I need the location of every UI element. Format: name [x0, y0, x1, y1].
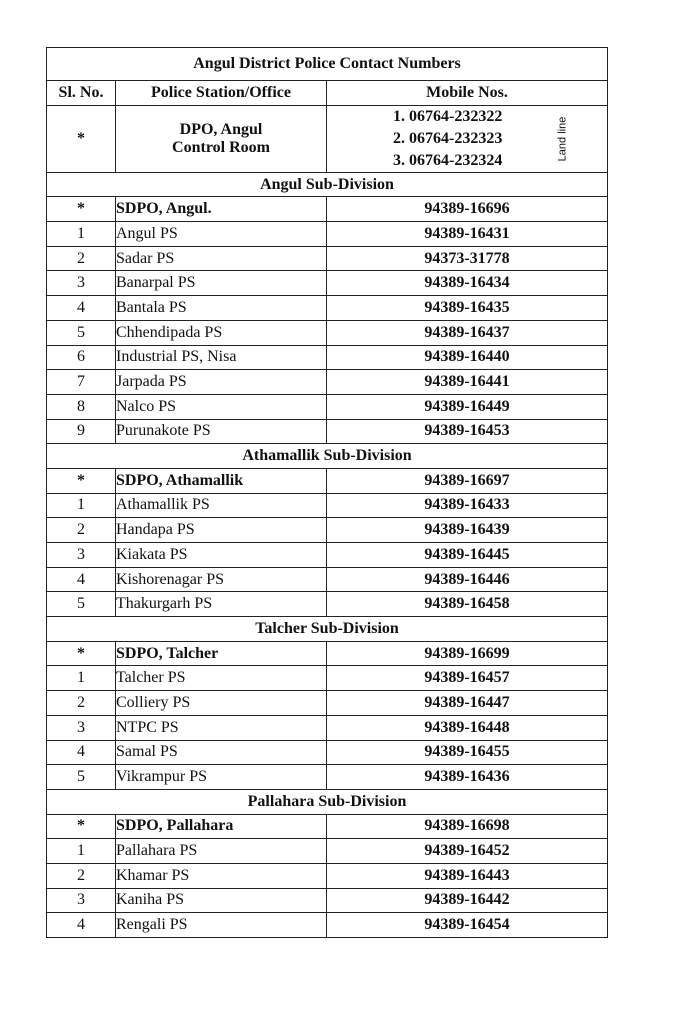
- row-mobile: 94389-16439: [327, 518, 608, 543]
- row-station: SDPO, Angul.: [116, 197, 327, 222]
- row-station: Kiakata PS: [116, 543, 327, 568]
- row-mobile: 94389-16431: [327, 222, 608, 247]
- row-mobile: 94389-16448: [327, 715, 608, 740]
- row-mobile: 94389-16457: [327, 666, 608, 691]
- row-station: SDPO, Talcher: [116, 641, 327, 666]
- row-sl: 3: [47, 543, 116, 568]
- row-station: Handapa PS: [116, 518, 327, 543]
- station-row: [47, 765, 608, 790]
- row-mobile: 94389-16452: [327, 839, 608, 864]
- station-row: [47, 839, 608, 864]
- row-mobile: 94389-16454: [327, 913, 608, 938]
- row-sl: *: [47, 814, 116, 839]
- station-row: [47, 271, 608, 296]
- row-sl: 7: [47, 370, 116, 395]
- row-sl: 6: [47, 345, 116, 370]
- subdivision-name: Athamallik Sub-Division: [47, 444, 608, 469]
- station-row: [47, 370, 608, 395]
- station-row: [47, 567, 608, 592]
- row-station: Thakurgarh PS: [116, 592, 327, 617]
- row-station: Kaniha PS: [116, 888, 327, 913]
- station-row: [47, 493, 608, 518]
- station-row: [47, 394, 608, 419]
- contacts-table: [46, 47, 608, 938]
- row-station: Kishorenagar PS: [116, 567, 327, 592]
- station-row: [47, 419, 608, 444]
- row-sl: *: [47, 641, 116, 666]
- header-station: Police Station/Office: [116, 81, 327, 106]
- row-sl: 1: [47, 493, 116, 518]
- subdivision-name: Pallahara Sub-Division: [47, 789, 608, 814]
- row-station: Vikrampur PS: [116, 765, 327, 790]
- row-mobile: 94389-16433: [327, 493, 608, 518]
- row-station: Bantala PS: [116, 296, 327, 321]
- row-mobile: 94389-16453: [327, 419, 608, 444]
- row-sl: 1: [47, 666, 116, 691]
- row-sl: 4: [47, 296, 116, 321]
- dpo-name-line1: DPO, Angul: [179, 120, 263, 138]
- station-row: [47, 592, 608, 617]
- station-row: [47, 320, 608, 345]
- station-row: [47, 345, 608, 370]
- subdivision-header: [47, 789, 608, 814]
- header-sl: Sl. No.: [47, 81, 116, 106]
- dpo-phone-1: 1. 06764-232322: [393, 107, 503, 125]
- header-row: [47, 81, 608, 106]
- sdpo-row: [47, 468, 608, 493]
- station-row: [47, 691, 608, 716]
- row-sl: 2: [47, 518, 116, 543]
- row-sl: *: [47, 197, 116, 222]
- row-mobile: 94389-16435: [327, 296, 608, 321]
- row-sl: 5: [47, 320, 116, 345]
- station-row: [47, 715, 608, 740]
- row-mobile: 94389-16442: [327, 888, 608, 913]
- row-sl: 4: [47, 567, 116, 592]
- dpo-phone-3: 3. 06764-232324: [393, 151, 503, 169]
- station-row: [47, 296, 608, 321]
- station-row: [47, 666, 608, 691]
- row-station: Pallahara PS: [116, 839, 327, 864]
- row-station: Khamar PS: [116, 863, 327, 888]
- station-row: [47, 913, 608, 938]
- station-row: [47, 543, 608, 568]
- row-mobile: 94389-16458: [327, 592, 608, 617]
- row-station: Purunakote PS: [116, 419, 327, 444]
- row-station: Industrial PS, Nisa: [116, 345, 327, 370]
- row-station: Nalco PS: [116, 394, 327, 419]
- row-mobile: 94389-16437: [327, 320, 608, 345]
- header-mobile: Mobile Nos.: [327, 81, 608, 106]
- row-mobile: 94389-16434: [327, 271, 608, 296]
- row-station: Rengali PS: [116, 913, 327, 938]
- station-row: [47, 246, 608, 271]
- table-title: Angul District Police Contact Numbers: [47, 48, 608, 81]
- row-station: Sadar PS: [116, 246, 327, 271]
- row-mobile: 94389-16446: [327, 567, 608, 592]
- row-sl: 5: [47, 765, 116, 790]
- row-sl: 1: [47, 839, 116, 864]
- row-mobile: 94389-16441: [327, 370, 608, 395]
- landline-note: Land line: [556, 116, 569, 162]
- row-station: SDPO, Athamallik: [116, 468, 327, 493]
- row-mobile: 94389-16697: [327, 468, 608, 493]
- row-mobile: 94389-16440: [327, 345, 608, 370]
- row-station: Jarpada PS: [116, 370, 327, 395]
- row-sl: 5: [47, 592, 116, 617]
- row-mobile: 94373-31778: [327, 246, 608, 271]
- subdivision-name: Angul Sub-Division: [47, 172, 608, 197]
- row-mobile: 94389-16447: [327, 691, 608, 716]
- dpo-name-line2: Control Room: [172, 138, 270, 156]
- dpo-phones: [327, 105, 608, 172]
- dpo-phone-2: 2. 06764-232323: [393, 129, 503, 147]
- subdivision-header: [47, 444, 608, 469]
- row-sl: 9: [47, 419, 116, 444]
- row-mobile: 94389-16436: [327, 765, 608, 790]
- row-sl: 4: [47, 740, 116, 765]
- subdivision-header: [47, 172, 608, 197]
- row-station: Angul PS: [116, 222, 327, 247]
- dpo-sl: *: [47, 105, 116, 172]
- row-station: Chhendipada PS: [116, 320, 327, 345]
- row-sl: 3: [47, 271, 116, 296]
- row-mobile: 94389-16696: [327, 197, 608, 222]
- row-sl: 3: [47, 888, 116, 913]
- row-sl: 3: [47, 715, 116, 740]
- table-body: [47, 105, 608, 937]
- row-mobile: 94389-16698: [327, 814, 608, 839]
- row-mobile: 94389-16445: [327, 543, 608, 568]
- dpo-name: [116, 105, 327, 172]
- row-station: Athamallik PS: [116, 493, 327, 518]
- subdivision-header: [47, 617, 608, 642]
- row-sl: 2: [47, 691, 116, 716]
- row-mobile: 94389-16455: [327, 740, 608, 765]
- row-sl: 8: [47, 394, 116, 419]
- station-row: [47, 222, 608, 247]
- row-sl: *: [47, 468, 116, 493]
- station-row: [47, 888, 608, 913]
- row-station: NTPC PS: [116, 715, 327, 740]
- row-sl: 2: [47, 246, 116, 271]
- row-mobile: 94389-16443: [327, 863, 608, 888]
- dpo-row: [47, 105, 608, 172]
- row-sl: 1: [47, 222, 116, 247]
- subdivision-name: Talcher Sub-Division: [47, 617, 608, 642]
- station-row: [47, 518, 608, 543]
- row-station: Talcher PS: [116, 666, 327, 691]
- row-station: SDPO, Pallahara: [116, 814, 327, 839]
- row-sl: 2: [47, 863, 116, 888]
- sdpo-row: [47, 641, 608, 666]
- station-row: [47, 863, 608, 888]
- row-station: Colliery PS: [116, 691, 327, 716]
- sdpo-row: [47, 814, 608, 839]
- row-mobile: 94389-16699: [327, 641, 608, 666]
- row-station: Samal PS: [116, 740, 327, 765]
- row-mobile: 94389-16449: [327, 394, 608, 419]
- row-sl: 4: [47, 913, 116, 938]
- sdpo-row: [47, 197, 608, 222]
- station-row: [47, 740, 608, 765]
- row-station: Banarpal PS: [116, 271, 327, 296]
